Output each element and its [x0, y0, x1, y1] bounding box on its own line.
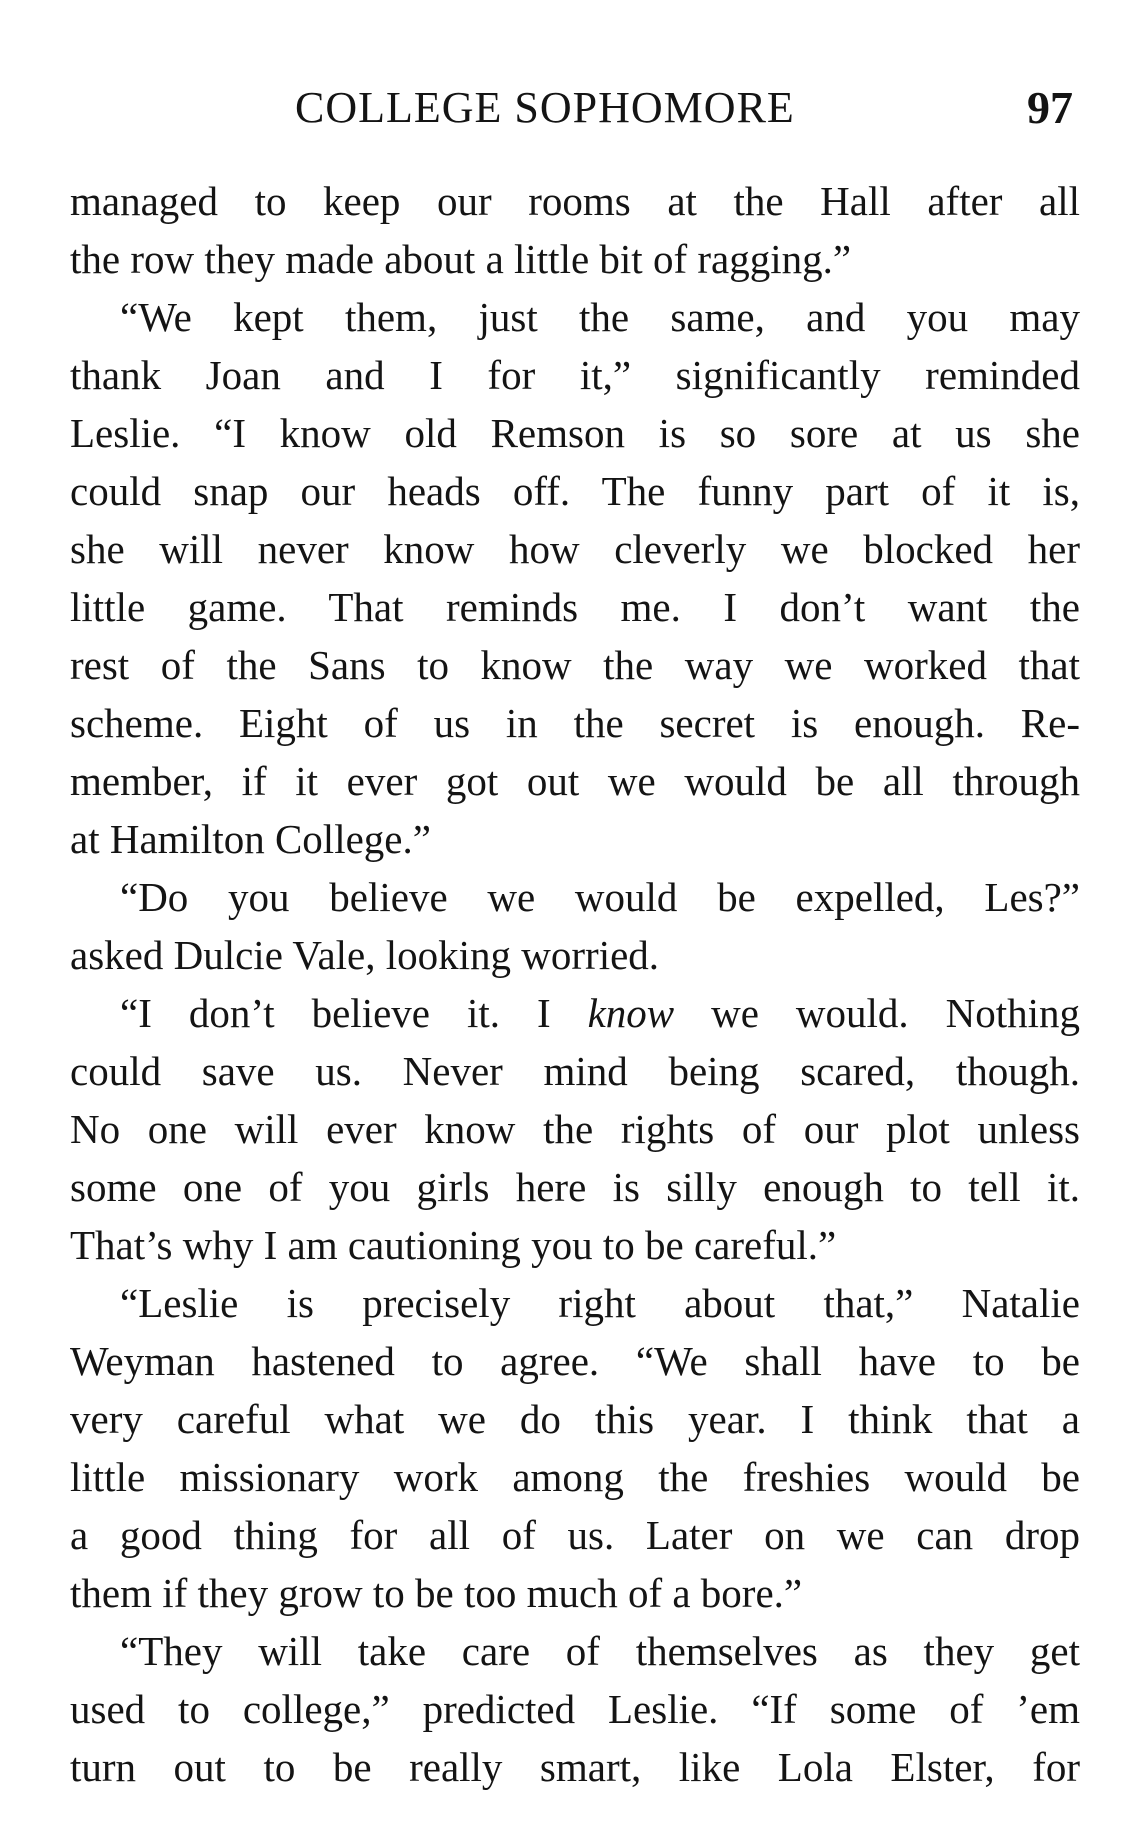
text-line: That’s why I am cautioning you to be careful.”: [70, 1222, 837, 1268]
text-line: little game. That reminds me. I don’t want the: [70, 584, 1080, 630]
text-line: very careful what we do this year. I think that a: [70, 1396, 1080, 1442]
text-line: them if they grow to be too much of a bore.”: [70, 1570, 803, 1616]
page-number: 97: [1027, 82, 1073, 133]
text-line: turn out to be really smart, like Lola Elster, for: [70, 1744, 1080, 1790]
text-line: “We kept them, just the same, and you may: [120, 294, 1080, 340]
text-run: “I don’t believe it. I: [120, 990, 588, 1036]
text-line: “They will take care of themselves as they get: [120, 1628, 1080, 1674]
text-line: could save us. Never mind being scared, though.: [70, 1048, 1080, 1094]
text-line: Leslie. “I know old Remson is so sore at us she: [70, 410, 1080, 456]
text-line: some one of you girls here is silly enough to tell it.: [70, 1164, 1080, 1210]
text-line: No one will ever know the rights of our plot unless: [70, 1106, 1080, 1152]
text-run: we would. Nothing: [674, 990, 1080, 1036]
body-text: [70, 172, 1080, 1796]
text-line: “Do you believe we would be expelled, Les?”: [120, 874, 1080, 920]
text-line-with-emphasis: [70, 984, 1080, 1042]
text-line: rest of the Sans to know the way we worked that: [70, 642, 1080, 688]
text-line: at Hamilton College.”: [70, 816, 431, 862]
text-line: little missionary work among the freshies would be: [70, 1454, 1080, 1500]
text-line: scheme. Eight of us in the secret is enough. Re-: [70, 700, 1080, 746]
emphasized-word: know: [587, 990, 675, 1036]
text-line: she will never know how cleverly we blocked her: [70, 526, 1080, 572]
text-line: asked Dulcie Vale, looking worried.: [70, 932, 660, 978]
running-head: [0, 78, 1143, 138]
text-line: thank Joan and I for it,” significantly reminded: [70, 352, 1080, 398]
text-line: “Leslie is precisely right about that,” Natalie: [120, 1280, 1080, 1326]
text-line: could snap our heads off. The funny part of it is,: [70, 468, 1080, 514]
text-line: used to college,” predicted Leslie. “If some of ’em: [70, 1686, 1080, 1732]
text-line: a good thing for all of us. Later on we can drop: [70, 1512, 1080, 1558]
text-line: member, if it ever got out we would be all through: [70, 758, 1080, 804]
running-title: COLLEGE SOPHOMORE: [295, 83, 795, 132]
text-line: the row they made about a little bit of ragging.”: [70, 236, 852, 282]
text-line: Weyman hastened to agree. “We shall have to be: [70, 1338, 1080, 1384]
text-line: managed to keep our rooms at the Hall after all: [70, 178, 1080, 224]
